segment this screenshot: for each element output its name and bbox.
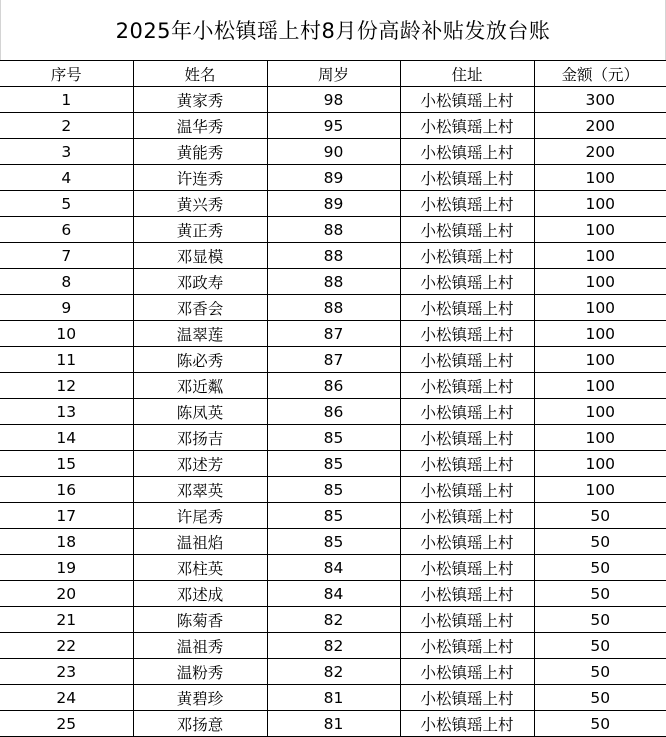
cell-index[interactable]: 16	[0, 477, 133, 503]
cell-index[interactable]: 18	[0, 529, 133, 555]
cell-address[interactable]: 小松镇瑶上村	[400, 425, 534, 451]
table-row	[0, 191, 666, 217]
cell-age[interactable]: 84	[267, 581, 400, 607]
cell-age[interactable]: 89	[267, 191, 400, 217]
cell-age[interactable]: 88	[267, 217, 400, 243]
cell-index[interactable]: 1	[0, 87, 133, 113]
table-row	[0, 347, 666, 373]
cell-address[interactable]: 小松镇瑶上村	[400, 503, 534, 529]
cell-amount[interactable]: 100	[534, 269, 666, 295]
cell-index[interactable]: 9	[0, 295, 133, 321]
cell-address[interactable]: 小松镇瑶上村	[400, 529, 534, 555]
cell-name[interactable]: 邓翠英	[133, 477, 267, 503]
cell-name[interactable]: 邓近粼	[133, 373, 267, 399]
cell-amount[interactable]: 50	[534, 711, 666, 737]
cell-age[interactable]: 86	[267, 399, 400, 425]
cell-name[interactable]: 黄能秀	[133, 139, 267, 165]
cell-age[interactable]: 86	[267, 373, 400, 399]
cell-age[interactable]: 98	[267, 87, 400, 113]
cell-index[interactable]: 25	[0, 711, 133, 737]
cell-index[interactable]: 15	[0, 451, 133, 477]
table-row	[0, 581, 666, 607]
cell-address[interactable]: 小松镇瑶上村	[400, 347, 534, 373]
table-row	[0, 269, 666, 295]
cell-name[interactable]: 许连秀	[133, 165, 267, 191]
cell-age[interactable]: 90	[267, 139, 400, 165]
cell-address[interactable]: 小松镇瑶上村	[400, 607, 534, 633]
cell-amount[interactable]: 50	[534, 659, 666, 685]
cell-name[interactable]: 陈菊香	[133, 607, 267, 633]
header-cell-index[interactable]: 序号	[0, 61, 133, 87]
table-row	[0, 217, 666, 243]
cell-name[interactable]: 陈凤英	[133, 399, 267, 425]
cell-amount[interactable]: 50	[534, 685, 666, 711]
cell-index[interactable]: 24	[0, 685, 133, 711]
cell-amount[interactable]: 100	[534, 165, 666, 191]
cell-age[interactable]: 81	[267, 685, 400, 711]
cell-address[interactable]: 小松镇瑶上村	[400, 451, 534, 477]
cell-address[interactable]: 小松镇瑶上村	[400, 295, 534, 321]
table-row	[0, 243, 666, 269]
table-row	[0, 87, 666, 113]
cell-amount[interactable]: 100	[534, 373, 666, 399]
table-row	[0, 165, 666, 191]
table-row	[0, 711, 666, 737]
cell-address[interactable]: 小松镇瑶上村	[400, 139, 534, 165]
cell-amount[interactable]: 50	[534, 503, 666, 529]
cell-age[interactable]: 88	[267, 269, 400, 295]
cell-amount[interactable]: 200	[534, 139, 666, 165]
cell-amount[interactable]: 50	[534, 529, 666, 555]
table-row	[0, 607, 666, 633]
cell-address[interactable]: 小松镇瑶上村	[400, 87, 534, 113]
cell-address[interactable]: 小松镇瑶上村	[400, 685, 534, 711]
cell-age[interactable]: 87	[267, 347, 400, 373]
cell-age[interactable]: 82	[267, 633, 400, 659]
cell-index[interactable]: 13	[0, 399, 133, 425]
cell-address[interactable]: 小松镇瑶上村	[400, 321, 534, 347]
cell-index[interactable]: 19	[0, 555, 133, 581]
cell-index[interactable]: 12	[0, 373, 133, 399]
cell-amount[interactable]: 100	[534, 347, 666, 373]
cell-address[interactable]: 小松镇瑶上村	[400, 555, 534, 581]
table-row	[0, 503, 666, 529]
header-cell-amount[interactable]: 金额（元）	[534, 61, 666, 87]
table-row	[0, 685, 666, 711]
cell-index[interactable]: 8	[0, 269, 133, 295]
cell-amount[interactable]: 100	[534, 217, 666, 243]
cell-name[interactable]: 邓述芳	[133, 451, 267, 477]
cell-name[interactable]: 邓显模	[133, 243, 267, 269]
cell-age[interactable]: 81	[267, 711, 400, 737]
cell-amount[interactable]: 100	[534, 477, 666, 503]
subsidy-table	[0, 60, 666, 737]
table-row	[0, 425, 666, 451]
cell-index[interactable]: 22	[0, 633, 133, 659]
cell-index[interactable]: 10	[0, 321, 133, 347]
cell-address[interactable]: 小松镇瑶上村	[400, 217, 534, 243]
cell-address[interactable]: 小松镇瑶上村	[400, 711, 534, 737]
cell-age[interactable]: 87	[267, 321, 400, 347]
cell-name[interactable]: 温祖秀	[133, 633, 267, 659]
header-cell-address[interactable]: 住址	[400, 61, 534, 87]
cell-name[interactable]: 温祖焰	[133, 529, 267, 555]
cell-index[interactable]: 23	[0, 659, 133, 685]
cell-name[interactable]: 邓述成	[133, 581, 267, 607]
cell-index[interactable]: 2	[0, 113, 133, 139]
cell-age[interactable]: 85	[267, 529, 400, 555]
cell-address[interactable]: 小松镇瑶上村	[400, 399, 534, 425]
cell-amount[interactable]: 300	[534, 87, 666, 113]
cell-amount[interactable]: 100	[534, 243, 666, 269]
cell-amount[interactable]: 200	[534, 113, 666, 139]
table-row	[0, 113, 666, 139]
page-title: 2025年小松镇瑶上村8月份高龄补贴发放台账	[0, 0, 666, 60]
cell-address[interactable]: 小松镇瑶上村	[400, 269, 534, 295]
cell-address[interactable]: 小松镇瑶上村	[400, 191, 534, 217]
cell-index[interactable]: 21	[0, 607, 133, 633]
cell-index[interactable]: 11	[0, 347, 133, 373]
cell-name[interactable]: 邓香会	[133, 295, 267, 321]
cell-index[interactable]: 4	[0, 165, 133, 191]
cell-amount[interactable]: 100	[534, 321, 666, 347]
table-body	[0, 87, 666, 737]
cell-name[interactable]: 温粉秀	[133, 659, 267, 685]
cell-name[interactable]: 邓扬意	[133, 711, 267, 737]
table-row	[0, 555, 666, 581]
cell-amount[interactable]: 100	[534, 425, 666, 451]
cell-name[interactable]: 邓柱英	[133, 555, 267, 581]
cell-amount[interactable]: 50	[534, 607, 666, 633]
header-row	[0, 61, 666, 87]
cell-address[interactable]: 小松镇瑶上村	[400, 165, 534, 191]
cell-amount[interactable]: 50	[534, 555, 666, 581]
cell-name[interactable]: 黄兴秀	[133, 191, 267, 217]
cell-name[interactable]: 许尾秀	[133, 503, 267, 529]
cell-address[interactable]: 小松镇瑶上村	[400, 373, 534, 399]
cell-index[interactable]: 14	[0, 425, 133, 451]
table-row	[0, 633, 666, 659]
table-row	[0, 295, 666, 321]
cell-age[interactable]: 85	[267, 451, 400, 477]
cell-index[interactable]: 17	[0, 503, 133, 529]
cell-age[interactable]: 82	[267, 607, 400, 633]
cell-name[interactable]: 陈必秀	[133, 347, 267, 373]
table-row	[0, 529, 666, 555]
cell-name[interactable]: 温翠莲	[133, 321, 267, 347]
cell-amount[interactable]: 100	[534, 399, 666, 425]
cell-address[interactable]: 小松镇瑶上村	[400, 113, 534, 139]
table-row	[0, 139, 666, 165]
cell-age[interactable]: 95	[267, 113, 400, 139]
cell-address[interactable]: 小松镇瑶上村	[400, 477, 534, 503]
cell-amount[interactable]: 50	[534, 633, 666, 659]
cell-index[interactable]: 6	[0, 217, 133, 243]
cell-address[interactable]: 小松镇瑶上村	[400, 243, 534, 269]
cell-name[interactable]: 邓政寿	[133, 269, 267, 295]
cell-name[interactable]: 黄家秀	[133, 87, 267, 113]
cell-amount[interactable]: 100	[534, 295, 666, 321]
cell-address[interactable]: 小松镇瑶上村	[400, 633, 534, 659]
cell-age[interactable]: 84	[267, 555, 400, 581]
table-header	[0, 61, 666, 87]
cell-age[interactable]: 85	[267, 425, 400, 451]
cell-address[interactable]: 小松镇瑶上村	[400, 581, 534, 607]
cell-age[interactable]: 88	[267, 295, 400, 321]
cell-age[interactable]: 82	[267, 659, 400, 685]
cell-age[interactable]: 85	[267, 477, 400, 503]
table-row	[0, 451, 666, 477]
cell-index[interactable]: 7	[0, 243, 133, 269]
cell-name[interactable]: 黄正秀	[133, 217, 267, 243]
table-row	[0, 477, 666, 503]
cell-age[interactable]: 88	[267, 243, 400, 269]
cell-index[interactable]: 3	[0, 139, 133, 165]
table-row	[0, 399, 666, 425]
cell-amount[interactable]: 100	[534, 191, 666, 217]
cell-index[interactable]: 20	[0, 581, 133, 607]
cell-age[interactable]: 89	[267, 165, 400, 191]
header-cell-name[interactable]: 姓名	[133, 61, 267, 87]
cell-name[interactable]: 黄碧珍	[133, 685, 267, 711]
cell-index[interactable]: 5	[0, 191, 133, 217]
table-row	[0, 321, 666, 347]
cell-name[interactable]: 邓扬吉	[133, 425, 267, 451]
cell-amount[interactable]: 50	[534, 581, 666, 607]
table-row	[0, 373, 666, 399]
cell-name[interactable]: 温华秀	[133, 113, 267, 139]
header-cell-age[interactable]: 周岁	[267, 61, 400, 87]
cell-amount[interactable]: 100	[534, 451, 666, 477]
table-row	[0, 659, 666, 685]
cell-age[interactable]: 85	[267, 503, 400, 529]
cell-address[interactable]: 小松镇瑶上村	[400, 659, 534, 685]
